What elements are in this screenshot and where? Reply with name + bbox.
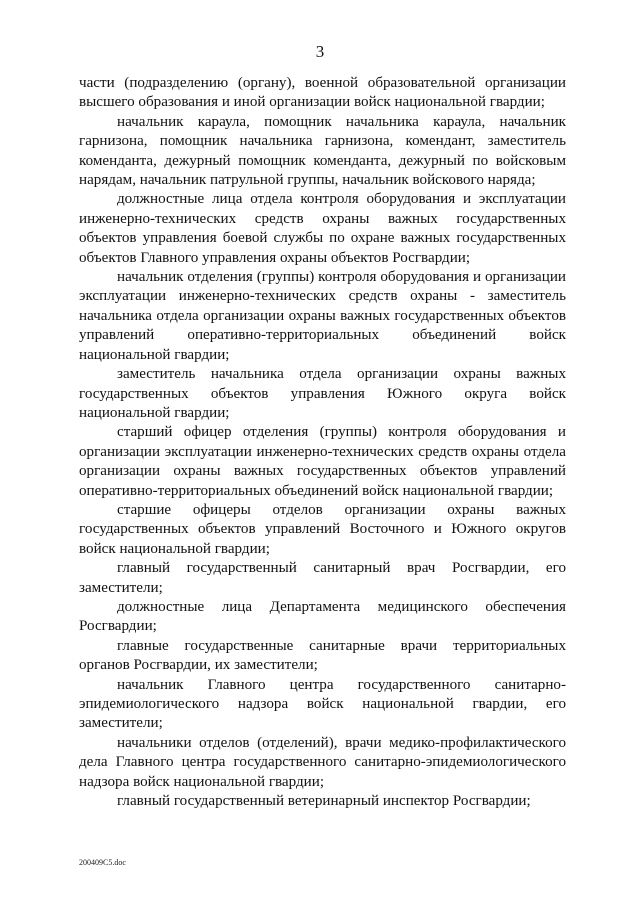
paragraph-1: части (подразделению (органу), военной образовательной организации высшего образования и иной организации войск национальной гвардии; bbox=[79, 75, 566, 111]
paragraph-8: главный государственный санитарный врач Росгвардии, его заместители; bbox=[79, 560, 566, 596]
paragraph-4: начальник отделения (группы) контроля оборудования и организации эксплуатации инженерно-технических средств охраны - заместитель начальника отдела организации охраны важных государственных объектов управлений оперативно-территориальных объединений войск национальной гвардии; bbox=[79, 269, 566, 363]
paragraph-3: должностные лица отдела контроля оборудования и эксплуатации инженерно-технических средств охраны важных государственных объектов управления боевой службы по охране важных государственных объектов Главного управления охраны объектов Росгвардии; bbox=[79, 191, 566, 266]
paragraph-11: начальник Главного центра государственного санитарно-эпидемиологического надзора войск национальной гвардии, его заместители; bbox=[79, 676, 566, 732]
paragraph-2: начальник караула, помощник начальника караула, начальник гарнизона, помощник начальника гарнизона, комендант, заместитель коменданта, дежурный помощник коменданта, дежурный по войсковым нарядам, начальник патрульной группы, начальник войскового наряда; bbox=[79, 113, 566, 189]
paragraph-6: старший офицер отделения (группы) контроля оборудования и организации эксплуатации инженерно-технических средств охраны отдела организации охраны важных государственных объектов управлений оперативно-территориальных объединений войск национальной гвардии; bbox=[79, 424, 566, 499]
page-number: 3 bbox=[315, 42, 325, 61]
paragraph-10: главные государственные санитарные врачи территориальных органов Росгвардии, их заместители; bbox=[79, 637, 566, 674]
paragraph-7: старшие офицеры отделов организации охраны важных государственных объектов управлений Восточного и Южного округов войск национальной гвардии; bbox=[79, 501, 566, 557]
paragraph-13: главный государственный ветеринарный инспектор Росгвардии; bbox=[117, 793, 531, 810]
paragraph-5: заместитель начальника отдела организации охраны важных государственных объектов управления Южного округа войск национальной гвардии; bbox=[79, 366, 566, 421]
document-body bbox=[79, 74, 566, 811]
paragraph-12: начальники отделов (отделений), врачи медико-профилактического дела Главного центра государственного санитарно-эпидемиологического надзора войск национальной гвардии; bbox=[79, 734, 566, 790]
paragraph-9: должностные лица Департамента медицинского обеспечения Росгвардии; bbox=[79, 598, 566, 635]
file-name-footer: 200409C5.doc bbox=[79, 858, 126, 867]
